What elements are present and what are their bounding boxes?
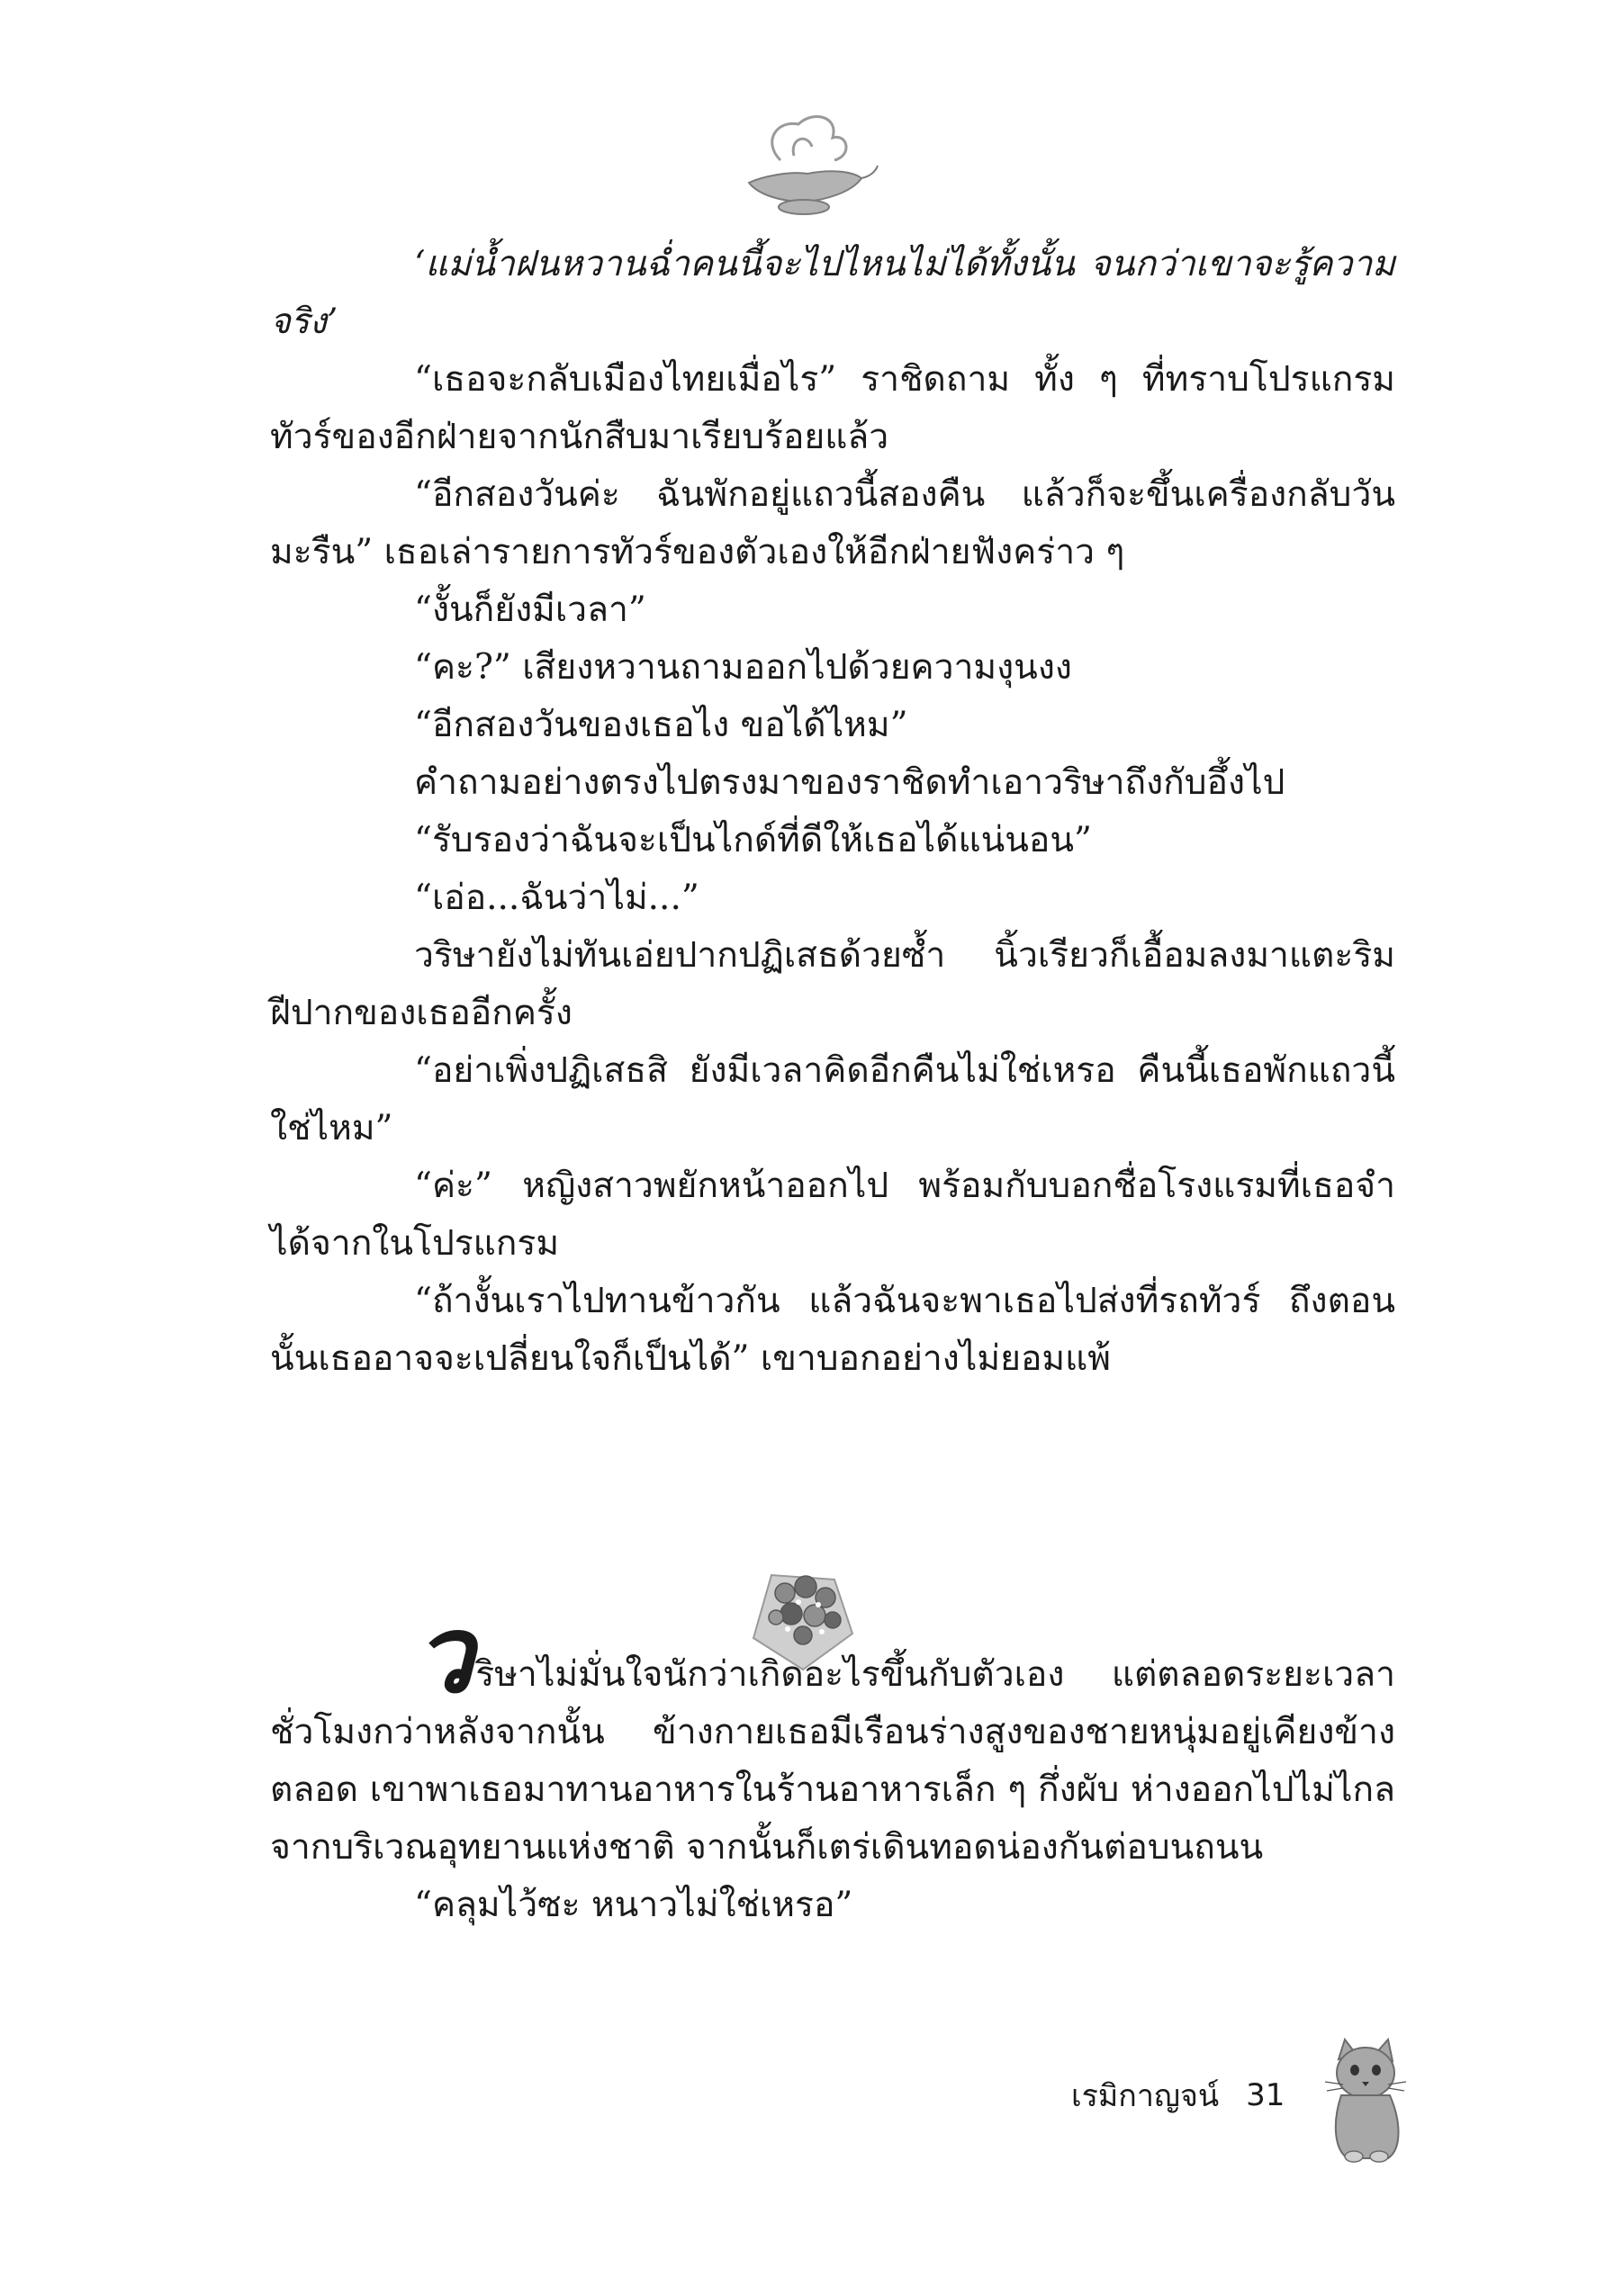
paragraph: “ค่ะ” หญิงสาวพยักหน้าออกไป พร้อมกับบอกชื่อโรงแรมที่เธอจำได้จากในโปรแกรม	[270, 1166, 1395, 1264]
body-text-part-1	[270, 236, 1395, 1388]
paragraph-with-drop-cap	[270, 1591, 1395, 1877]
paragraph: “รับรองว่าฉันจะเป็นไกด์ที่ดีให้เธอได้แน่นอน”	[414, 820, 1092, 860]
paragraph: “อย่าเพิ่งปฏิเสธสิ ยังมีเวลาคิดอีกคืนไม่ใช่เหรอ คืนนี้เธอพักแถวนี้ใช่ไหม”	[270, 1050, 1395, 1148]
paragraph: “เธอจะกลับเมืองไทยเมื่อไร” ราชิดถาม ทั้ง ๆ ที่ทราบโปรแกรมทัวร์ของอีกฝ่ายจากนักสืบมาเรียบร้อยแล้ว	[270, 359, 1395, 457]
paragraph: ‘แม่น้ำฝนหวานฉ่ำคนนี้จะไปไหนไม่ได้ทั้งนั้น จนกว่าเขาจะรู้ความจริง’	[270, 244, 1395, 342]
paragraph: วริษายังไม่ทันเอ่ยปากปฏิเสธด้วยซ้ำ นิ้วเรียวก็เอื้อมลงมาแตะริมฝีปากของเธออีกครั้ง	[270, 935, 1395, 1033]
paragraph: “อีกสองวันค่ะ ฉันพักอยู่แถวนี้สองคืน แล้วก็จะขึ้นเครื่องกลับวันมะรืน” เธอเล่ารายการทัวร์ของตัวเองให้อีกฝ่ายฟังคร่าว ๆ	[270, 474, 1395, 572]
kitten-icon	[1316, 2032, 1415, 2163]
body-text-part-2	[270, 1591, 1395, 1934]
paragraph: “คลุมไว้ซะ หนาวไม่ใช่เหรอ”	[414, 1885, 853, 1925]
paragraph: “ถ้างั้นเราไปทานข้าวกัน แล้วฉันจะพาเธอไปส่งที่รถทัวร์ ถึงตอนนั้นเธออาจจะเปลี่ยนใจก็เป็นได้” เขาบอกอย่างไม่ยอมแพ้	[270, 1281, 1395, 1379]
page-footer	[1071, 2068, 1285, 2122]
page-number: 31	[1246, 2077, 1285, 2113]
paragraph: “เอ่อ...ฉันว่าไม่...”	[414, 878, 699, 918]
author-name: เรมิกาญจน์	[1071, 2078, 1220, 2114]
paragraph: คำถามอย่างตรงไปตรงมาของราชิดทำเอาวริษาถึงกับอึ้งไป	[414, 762, 1285, 803]
paragraph-text: ริษาไม่มั่นใจนักว่าเกิดอะไรขึ้นกับตัวเอง แต่ตลอดระยะเวลาชั่วโมงกว่าหลังจากนั้น ข้างกายเธอมีเรือนร่างสูงของชายหนุ่มอยู่เคียงข้างตลอด เขาพาเธอมาทานอาหารในร้านอาหารเล็ก ๆ กึ่งผับ ห่างออกไปไม่ไกลจากบริเวณอุทยานแห่งชาติ จากนั้นก็เตร่เดินทอดน่องกันต่อบนถนน	[270, 1654, 1395, 1868]
paragraph: “อีกสองวันของเธอไง ขอได้ไหม”	[414, 705, 908, 745]
paragraph: “งั้นก็ยังมีเวลา”	[414, 590, 646, 630]
drop-cap: ว	[414, 1591, 474, 1716]
teapot-lamp-icon	[726, 106, 879, 223]
paragraph: “คะ?” เสียงหวานถามออกไปด้วยความงุนงง	[414, 647, 1072, 688]
